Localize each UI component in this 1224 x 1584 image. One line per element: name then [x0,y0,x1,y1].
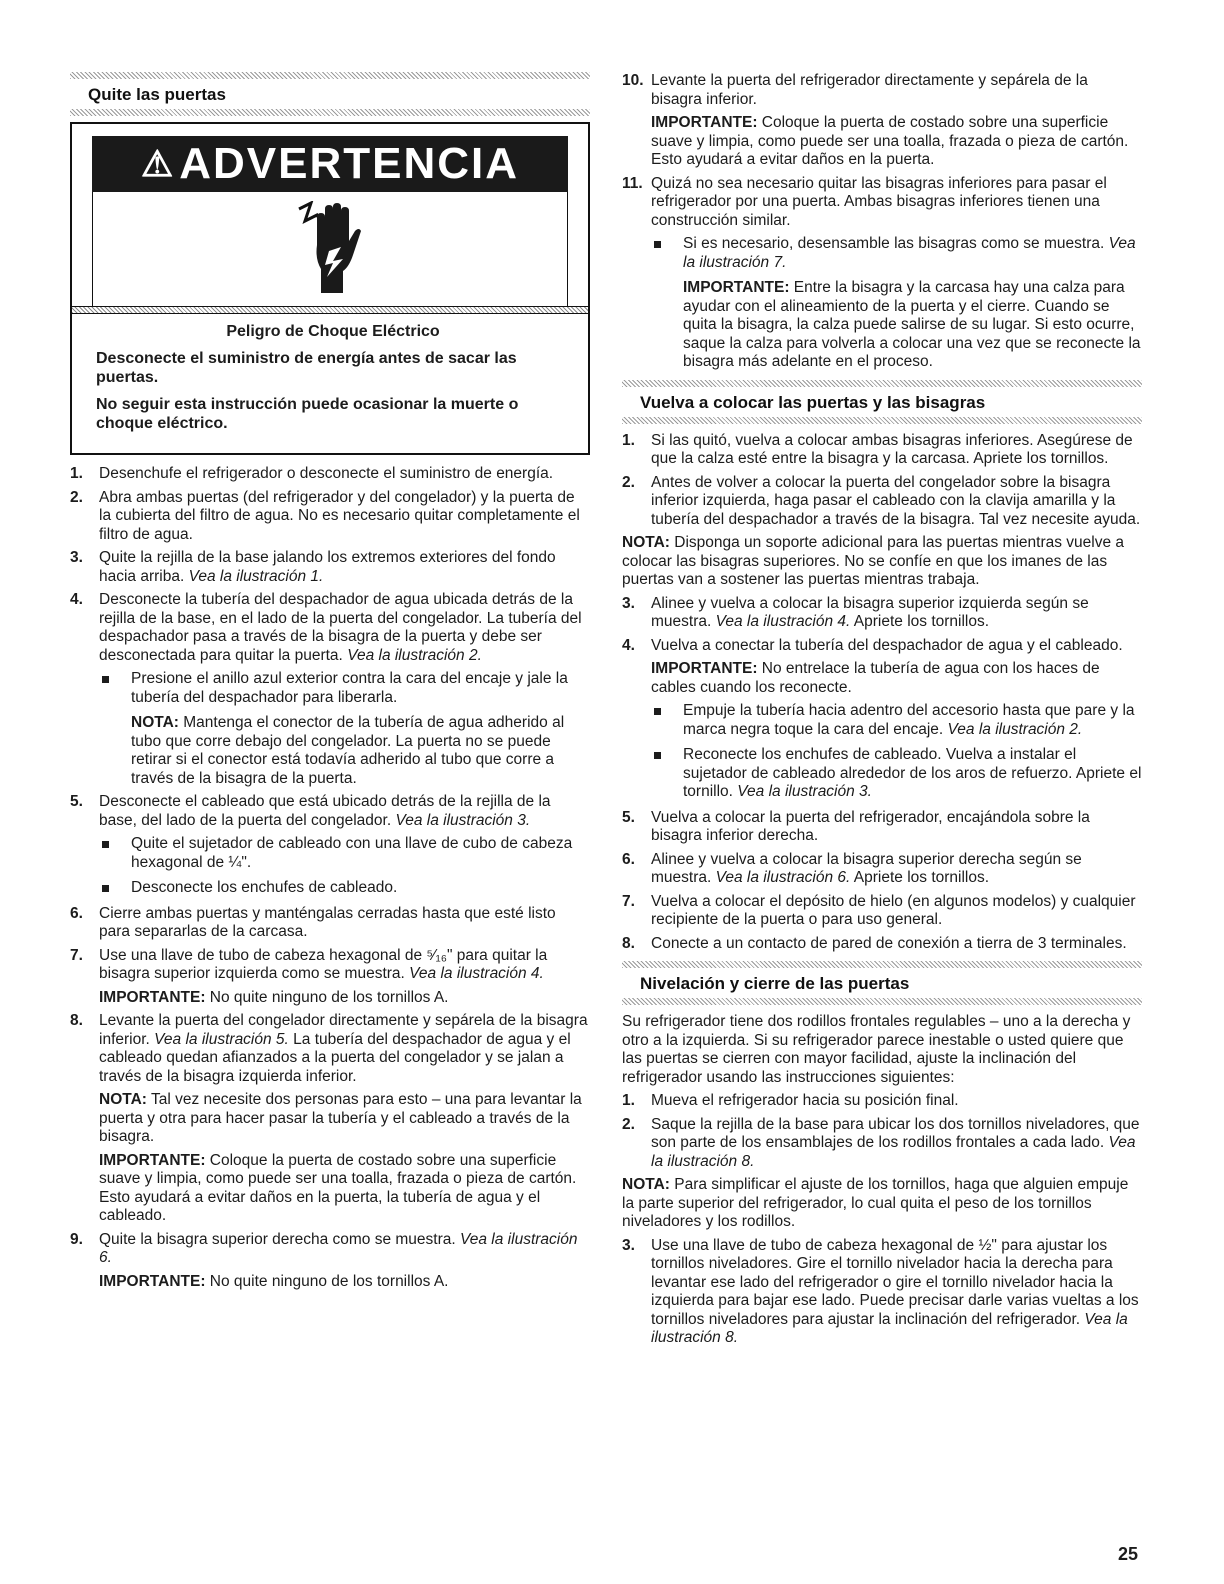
important-note: IMPORTANTE: No entrelace la tubería de agua con los haces de cables cuando los reconecte. [651,660,1100,696]
warning-line: No seguir esta instrucción puede ocasionar la muerte o choque eléctrico. [96,396,519,432]
list-item: 6. Cierre ambas puertas y manténgalas cerradas hasta que esté listo para separarlas de la carcasa. [70,904,556,940]
list-item: 4. Desconecte la tubería del despachador de agua ubicada detrás de la rejilla de la base, en el lado de la puerta del congelador. La tubería del despachador pasa a través de la bisagra de la puerta y debe ser desconectada para quitar la puerta. Vea la ilustración 2. Presione el anillo azul exterior contra la cara del encaje y jale la tubería del despachador para liberarla. NOTA: Mantenga el conector de la tubería de agua adherido al tubo que corre debajo del congelador. La puerta no se puede retirar si el conector está todavía adherido al tubo que corre a través de la bisagra de la puerta. [70,591,590,788]
list-item: 3. Use una llave de tubo de cabeza hexagonal de ½" para ajustar los tornillos niveladores. Gire el tornillo nivelador hacia la derecha para levantar ese lado del refrigerador o gire el tornillo nivelador hacia la izquierda para bajar ese lado. Puede precisar darle varias vueltas a los tornillos niveladores para ajustar la inclinación del refrigerador. Vea la ilustración 8. [622,1236,1139,1346]
warning-box [70,122,590,455]
warning-triangle-icon: ⚠ [140,142,176,184]
warning-divider [72,306,588,314]
bullet-item: Reconecte los enchufes de cableado. Vuelva a instalar el sujetador de cableado alrededor de los aros de refuerzo. Apriete el tornillo. Vea la ilustración 3. [651,746,1142,802]
section-rule [622,961,1142,968]
section-rule [622,998,1142,1005]
list-item: 3. Alinee y vuelva a colocar la bisagra superior izquierda según se muestra. Vea la ilustración 4. Apriete los tornillos. [622,594,1089,630]
warning-banner [92,136,568,192]
page-number: 25 [1118,1544,1139,1564]
list-item: 9. Quite la bisagra superior derecha como se muestra. Vea la ilustración 6. IMPORTANTE: No quite ninguno de los tornillos A. [70,1231,590,1292]
important-note: IMPORTANTE: No quite ninguno de los tornillos A. [99,1272,449,1290]
list-item: 2. Antes de volver a colocar la puerta del congelador sobre la bisagra inferior izquierda, haga pasar el cableado con la clavija amarilla y la tubería del despachador a través de la bisagra. Tal vez necesite ayuda. [622,473,1141,528]
section-rule [70,109,590,116]
section-title-reinstall: Vuelva a colocar las puertas y las bisagras [640,392,986,412]
reinstall-steps [622,432,1142,530]
note: NOTA: Disponga un soporte adicional para las puertas mientras vuelve a colocar las bisagras superiores. No se confíe en que los imanes de las puertas van a sostener las puertas mientras trabaja. [622,534,1125,588]
section-rule [622,380,1142,387]
section-rule [622,417,1142,424]
list-item: 5. Vuelva a colocar la puerta del refrigerador, encajándola sobre la bisagra inferior derecha. [622,808,1090,844]
warning-body [72,314,588,453]
list-item: 1. Mueva el refrigerador hacia su posición final. [622,1092,959,1109]
list-item: 1. Si las quitó, vuelva a colocar ambas bisagras inferiores. Asegúrese de que la calza esté entre la bisagra y la carcasa. Apriete los tornillos. [622,431,1133,467]
list-item: 8. Conecte a un contacto de pared de conexión a tierra de 3 terminales. [622,934,1127,952]
note: NOTA: Para simplificar el ajuste de los tornillos, haga que alguien empuje la parte superior del refrigerador, lo cual quita el peso de los tornillos niveladores y los rodillos. [622,1176,1129,1230]
list-item: 6. Alinee y vuelva a colocar la bisagra superior derecha según se muestra. Vea la ilustración 6. Apriete los tornillos. [622,850,1082,886]
warning-banner-text: ADVERTENCIA [179,138,520,188]
list-item: 8. Levante la puerta del congelador directamente y sepárela de la bisagra inferior. Vea la ilustración 5. La tubería del despachador de agua y el cableado quedan afianzados a la puerta del congelador y se jalan a través de la bisagra izquierda inferior. NOTA: Tal vez necesite dos personas para esto – una para levantar la puerta y otra para hacer pasar la tubería y el cableado a través de la bisagra. IMPORTANTE: Coloque la puerta de costado sobre una superficie suave y limpia, como puede ser una toalla, frazada o pieza de cartón. Esto ayudará a evitar daños en la puerta, la tubería de agua y el cableado. [70,1012,590,1226]
list-item: 2. Saque la rejilla de la base para ubicar los dos tornillos niveladores, que son parte de los ensamblajes de los rodillos frontales a cada lado. Vea la ilustración 8. [622,1115,1140,1170]
leveling-intro: Su refrigerador tiene dos rodillos frontales regulables – uno a la derecha y otro a la izquierda. Si su refrigerador parece inestable o usted quiere que las puertas se cierren con mayor facilidad, ajuste la inclinación del refrigerador usando las instrucciones siguientes: [622,1013,1131,1086]
section-title-leveling: Nivelación y cierre de las puertas [640,974,910,993]
remove-doors-steps-continued [622,72,1142,372]
bullet-item: Presione el anillo azul exterior contra la cara del encaje y jale la tubería del despachador para liberarla. [99,670,590,707]
important-note: IMPORTANTE: Coloque la puerta de costado sobre una superficie suave y limpia, como puede ser una toalla, frazada o pieza de cartón. Esto ayudará a evitar daños en la puerta, la tubería de agua y el cableado. [99,1151,577,1224]
important-note: IMPORTANTE: Coloque la puerta de costado sobre una superficie suave y limpia, como puede ser una toalla, frazada o pieza de cartón. Esto ayudará a evitar daños en la puerta. [651,114,1129,168]
left-column [70,72,590,1296]
section-rule [70,72,590,79]
electric-shock-hand-icon [92,192,568,306]
list-item: 2. Abra ambas puertas (del refrigerador y del congelador) y la puerta de la cubierta del filtro de agua. No es necesario quitar completamente el filtro de agua. [70,488,580,543]
list-item: 5. Desconecte el cableado que está ubicado detrás de la rejilla de la base, del lado de la puerta del congelador. Vea la ilustración 3. Quite el sujetador de cableado con una llave de cubo de cabeza hexagonal de ¼". Desconecte los enchufes de cableado. [70,793,590,898]
list-item: 10. Levante la puerta del refrigerador directamente y sepárela de la bisagra inferior. IMPORTANTE: Coloque la puerta de costado sobre una superficie suave y limpia, como puede ser una toalla, frazada o pieza de cartón. Esto ayudará a evitar daños en la puerta. [622,72,1142,170]
list-item: 7. Vuelva a colocar el depósito de hielo (en algunos modelos) y cualquier recipiente de la puerta o para uso general. [622,892,1136,928]
important-note: IMPORTANTE: Entre la bisagra y la carcasa hay una calza para ayudar con el alineamiento de la puerta y el cierre. Cuando se quita la bisagra, la calza puede salirse de su lugar. Si esto ocurre, saque la calza para volverla a colocar una vez que se reconecte la bisagra más adelante en el proceso. [683,279,1141,370]
bullet-item: Empuje la tubería hacia adentro del accesorio hasta que pare y la marca negra toque la cara del encaje. Vea la ilustración 2. [651,702,1142,739]
bullet-item: Desconecte los enchufes de cableado. [99,879,590,898]
leveling-steps [622,1092,1142,1171]
warning-title: Peligro de Choque Eléctrico [226,323,440,340]
leveling-steps-continued [622,1237,1142,1348]
note: NOTA: Mantenga el conector de la tubería de agua adherido al tubo que corre debajo del congelador. La puerta no se puede retirar si el conector está todavía adherido al tubo que corre a través de la bisagra de la puerta. [131,714,565,787]
remove-doors-steps [70,465,590,1291]
list-item: 3. Quite la rejilla de la base jalando los extremos exteriores del fondo hacia arriba. Vea la ilustración 1. [70,549,556,585]
bullet-item: Quite el sujetador de cableado con una llave de cubo de cabeza hexagonal de ¼". [99,835,590,872]
bullet-item: Si es necesario, desensamble las bisagras como se muestra. Vea la ilustración 7. [651,235,1142,272]
list-item: 7. Use una llave de tubo de cabeza hexagonal de ⁵⁄₁₆" para quitar la bisagra superior izquierda como se muestra. Vea la ilustración 4. IMPORTANTE: No quite ninguno de los tornillos A. [70,947,590,1008]
list-item: 1. Desenchufe el refrigerador o desconecte el suministro de energía. [70,465,554,482]
note: NOTA: Tal vez necesite dos personas para esto – una para levantar la puerta y otra para hacer pasar la tubería y el cableado a través de la bisagra. [99,1091,582,1145]
list-item: 11. Quizá no sea necesario quitar las bisagras inferiores para pasar el refrigerador por una puerta. Ambas bisagras inferiores tienen una construcción similar. Si es necesario, desensamble las bisagras como se muestra. Vea la ilustración 7. IMPORTANTE: Entre la bisagra y la carcasa hay una calza para ayudar con el alineamiento de la puerta y el cierre. Cuando se quita la bisagra, la calza puede salirse de su lugar. Si esto ocurre, saque la calza para volverla a colocar una vez que se reconecte la bisagra más adelante en el proceso. [622,174,1141,370]
important-note: IMPORTANTE: No quite ninguno de los tornillos A. [99,988,449,1006]
warning-line: Desconecte el suministro de energía antes de sacar las puertas. [96,350,517,386]
section-title-remove-doors: Quite las puertas [88,85,226,104]
right-column [622,72,1142,1353]
reinstall-steps-continued [622,595,1142,954]
list-item: 4. Vuelva a conectar la tubería del despachador de agua y el cableado. IMPORTANTE: No entrelace la tubería de agua con los haces de cables cuando los reconecte. Empuje la tubería hacia adentro del accesorio hasta que pare y la marca negra toque la cara del encaje. Vea la ilustración 2. Reconecte los enchufes de cableado. Vuelva a instalar el sujetador de cableado alrededor de los aros de refuerzo. Apriete el tornillo. Vea la ilustración 3. [622,636,1142,800]
